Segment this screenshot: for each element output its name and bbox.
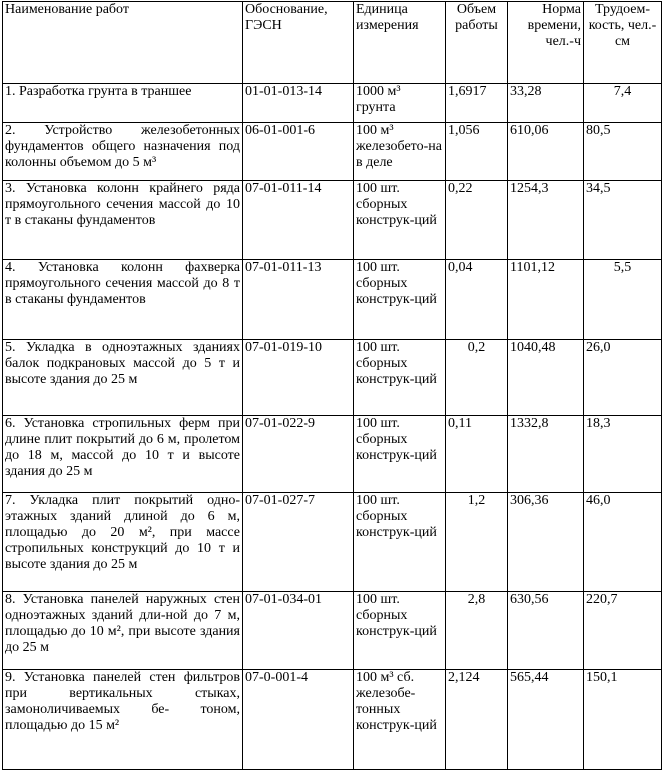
table-row xyxy=(3,592,662,670)
table-row xyxy=(3,181,662,260)
cell-unit: 100 шт. сборных конструк-ций xyxy=(354,260,446,340)
works-table xyxy=(2,1,662,770)
cell-volume: 1,056 xyxy=(446,123,508,181)
cell-volume: 0,22 xyxy=(446,181,508,260)
cell-name: 8. Установка панелей наружных стен одноэтажных зданий дли-ной до 7 м, площадью до 10 м², при высоте здания до 25 м xyxy=(3,592,243,670)
table-row xyxy=(3,340,662,416)
cell-name: 5. Укладка в одноэтажных зданиях балок подкрановых массой до 5 т и высоте здания до 25 м xyxy=(3,340,243,416)
cell-norm: 306,36 xyxy=(508,493,584,592)
cell-name: 9. Установка панелей стен фильтров при вертикальных стыках, замоноличиваемых бе- тоном, площадью до 15 м² xyxy=(3,670,243,770)
cell-unit: 100 шт. сборных конструк-ций xyxy=(354,592,446,670)
cell-norm: 1254,3 xyxy=(508,181,584,260)
cell-basis: 06-01-001-6 xyxy=(243,123,354,181)
cell-basis: 07-01-022-9 xyxy=(243,416,354,493)
table-row xyxy=(3,416,662,493)
cell-name: 1. Разработка грунта в траншее xyxy=(3,84,243,123)
cell-basis: 07-01-027-7 xyxy=(243,493,354,592)
cell-volume: 1,2 xyxy=(446,493,508,592)
cell-labor: 34,5 xyxy=(584,181,662,260)
cell-unit: 100 шт. сборных конструк-ций xyxy=(354,181,446,260)
table-row xyxy=(3,670,662,770)
header-norm: Норма времени, чел.-ч xyxy=(508,2,584,84)
header-labor: Трудоем-кость, чел.-см xyxy=(584,2,662,84)
cell-volume: 2,8 xyxy=(446,592,508,670)
cell-name: 6. Установка стропильных ферм при длине плит покрытий до 6 м, пролетом до 18 м, массой до 10 т и высоте здания до 25 м xyxy=(3,416,243,493)
cell-labor: 5,5 xyxy=(584,260,662,340)
cell-name: 3. Установка колонн крайнего ряда прямоугольного сечения массой до 10 т в стаканы фундаментов xyxy=(3,181,243,260)
table-row xyxy=(3,260,662,340)
cell-volume: 0,04 xyxy=(446,260,508,340)
table-row xyxy=(3,493,662,592)
header-row xyxy=(3,2,662,84)
cell-unit: 100 м³ сб. железобе-тонных конструк-ций xyxy=(354,670,446,770)
cell-norm: 33,28 xyxy=(508,84,584,123)
cell-labor: 26,0 xyxy=(584,340,662,416)
table-row xyxy=(3,123,662,181)
cell-norm: 1332,8 xyxy=(508,416,584,493)
cell-labor: 7,4 xyxy=(584,84,662,123)
header-unit: Единица измерения xyxy=(354,2,446,84)
header-basis: Обоснование, ГЭСН xyxy=(243,2,354,84)
cell-volume: 1,6917 xyxy=(446,84,508,123)
header-name: Наименование работ xyxy=(3,2,243,84)
cell-volume: 0,2 xyxy=(446,340,508,416)
cell-basis: 01-01-013-14 xyxy=(243,84,354,123)
cell-volume: 2,124 xyxy=(446,670,508,770)
cell-unit: 100 шт. сборных конструк-ций xyxy=(354,340,446,416)
cell-unit: 1000 м³ грунта xyxy=(354,84,446,123)
cell-norm: 1101,12 xyxy=(508,260,584,340)
header-volume: Объем работы xyxy=(446,2,508,84)
cell-labor: 220,7 xyxy=(584,592,662,670)
cell-name: 4. Установка колонн фахверка прямоугольного сечения массой до 8 т в стаканы фундаментов xyxy=(3,260,243,340)
cell-unit: 100 шт. сборных конструк-ций xyxy=(354,493,446,592)
cell-unit: 100 м³ железобето-на в деле xyxy=(354,123,446,181)
cell-labor: 18,3 xyxy=(584,416,662,493)
cell-labor: 150,1 xyxy=(584,670,662,770)
cell-basis: 07-01-034-01 xyxy=(243,592,354,670)
cell-basis: 07-01-011-13 xyxy=(243,260,354,340)
cell-volume: 0,11 xyxy=(446,416,508,493)
cell-name: 2. Устройство железобетонных фундаментов общего назначения под колонны объемом до 5 м³ xyxy=(3,123,243,181)
cell-basis: 07-01-019-10 xyxy=(243,340,354,416)
cell-basis: 07-01-011-14 xyxy=(243,181,354,260)
cell-norm: 565,44 xyxy=(508,670,584,770)
cell-labor: 80,5 xyxy=(584,123,662,181)
cell-basis: 07-0-001-4 xyxy=(243,670,354,770)
cell-name: 7. Укладка плит покрытий одно-этажных зданий длиной до 6 м, площадью до 20 м², при массе стропильных конструкций до 10 т и высоте здания до 25 м xyxy=(3,493,243,592)
cell-norm: 610,06 xyxy=(508,123,584,181)
cell-labor: 46,0 xyxy=(584,493,662,592)
cell-norm: 1040,48 xyxy=(508,340,584,416)
cell-unit: 100 шт. сборных конструк-ций xyxy=(354,416,446,493)
cell-norm: 630,56 xyxy=(508,592,584,670)
table-row xyxy=(3,84,662,123)
